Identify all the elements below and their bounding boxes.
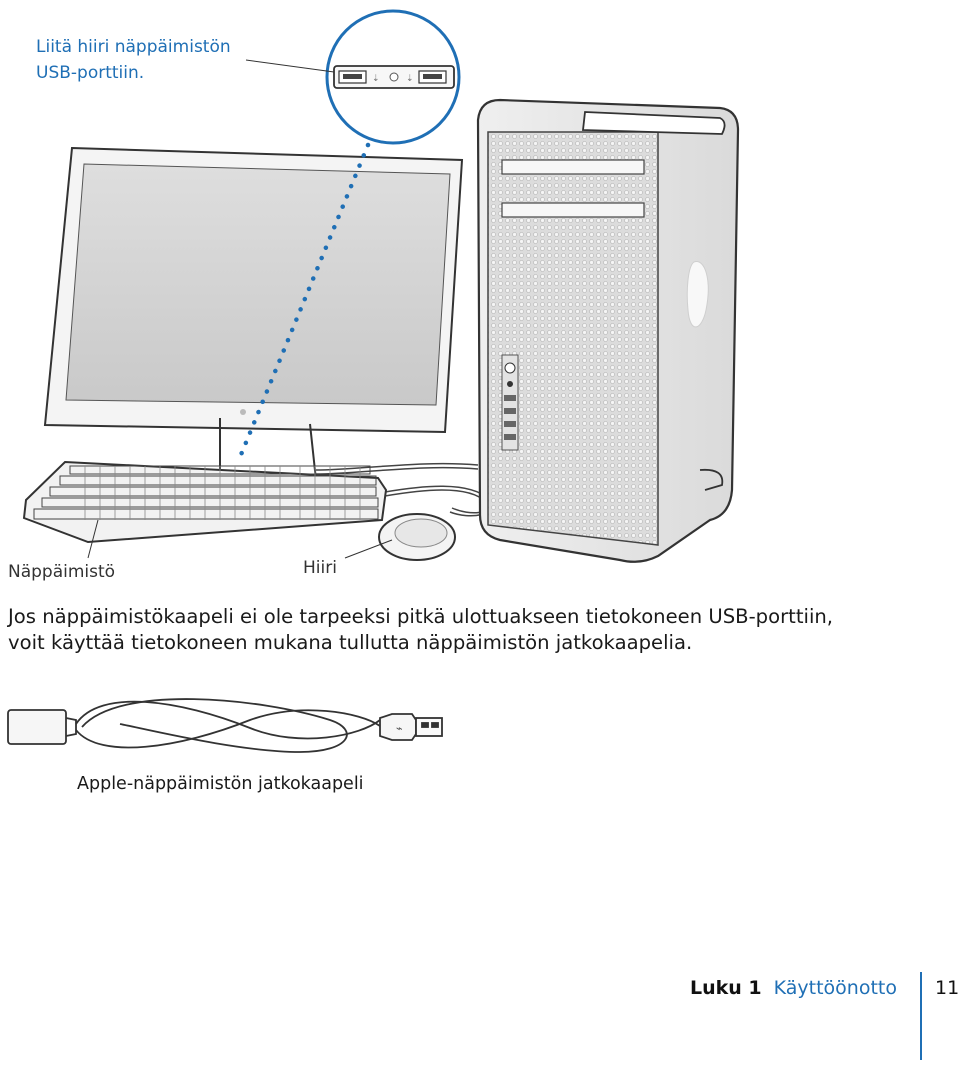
cable-symbol-icon: ⌁	[396, 722, 403, 735]
svg-text:⇣: ⇣	[372, 74, 380, 84]
usb-callout-line2: USB-porttiin.	[36, 63, 145, 83]
keyboard-label: Näppäimistö	[8, 562, 116, 582]
extension-cable-illustration	[0, 690, 460, 770]
usb-callout-line1: Liitä hiiri näppäimistön	[36, 37, 231, 57]
page-number: 11	[935, 977, 960, 999]
cable-caption: Apple-näppäimistön jatkokaapeli	[77, 774, 364, 794]
display	[45, 148, 462, 480]
mouse-label: Hiiri	[303, 558, 337, 578]
keyboard	[24, 462, 386, 542]
usb-port-magnifier	[327, 11, 459, 143]
mouse	[379, 514, 455, 560]
front-port-panel	[502, 355, 518, 450]
body-line-1: Jos näppäimistökaapeli ei ole tarpeeksi pitkä ulottuakseen tietokoneen USB-porttiin,	[8, 605, 834, 628]
chapter-number: Luku 1	[690, 977, 762, 999]
body-paragraph	[8, 604, 953, 656]
chapter-title: Käyttöönotto	[773, 977, 897, 999]
apple-logo-icon	[240, 409, 246, 415]
body-line-2: voit käyttää tietokoneen mukana tullutta näppäimistön jatkokaapelia.	[8, 631, 693, 654]
svg-text:⇣: ⇣	[406, 74, 414, 84]
footer-divider	[920, 972, 922, 1060]
mac-pro-tower	[478, 100, 738, 562]
power-button-icon	[505, 363, 515, 373]
footer-chapter	[690, 977, 897, 999]
